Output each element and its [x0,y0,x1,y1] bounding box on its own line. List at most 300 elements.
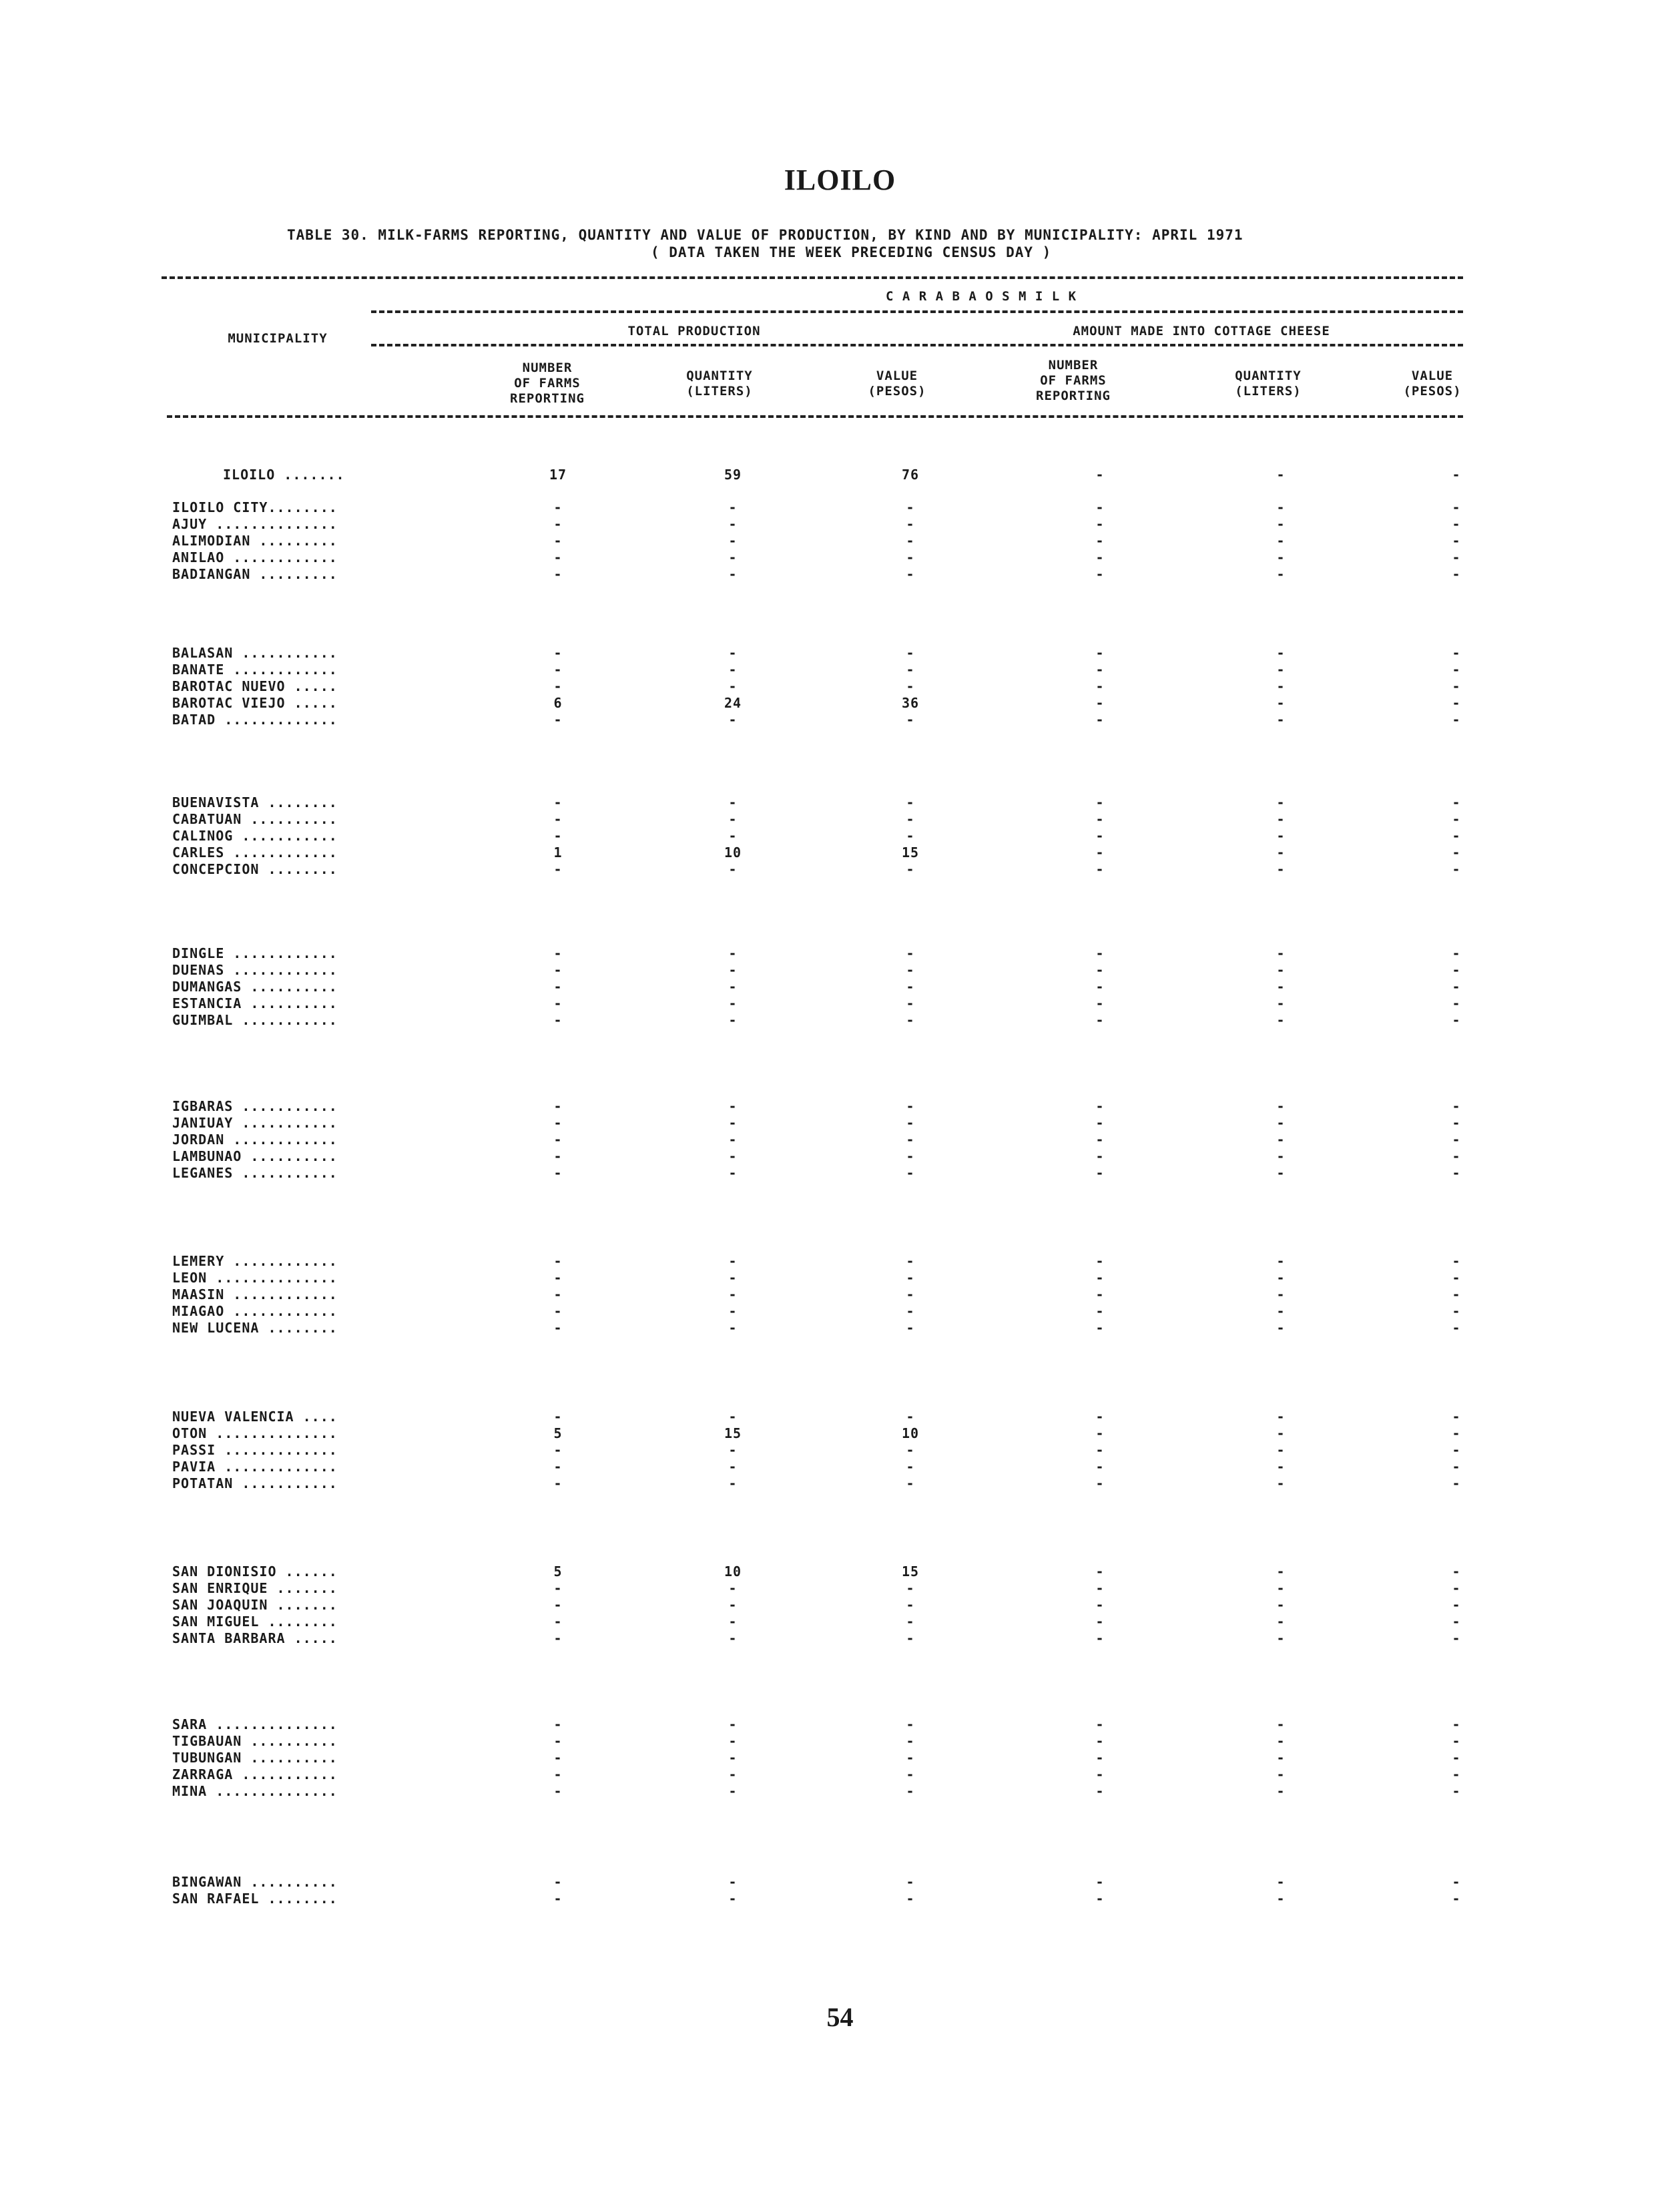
cheese-value-cell: - [1452,1165,1461,1181]
cheese-quantity-cell: - [1276,1874,1286,1890]
quantity-cell: - [728,1614,738,1630]
total-row [0,467,1680,483]
cheese-farms-cell: - [1095,1766,1105,1782]
cheese-value-cell: - [1452,1148,1461,1164]
table-row [0,1115,1680,1132]
table-row [0,1750,1680,1766]
farms-cell: - [553,1148,563,1164]
value-cell: 15 [901,844,920,861]
cheese-quantity-cell: - [1276,566,1286,582]
farms-cell: 1 [553,844,563,861]
cheese-farms-cell: - [1095,1115,1105,1131]
value-cell: - [906,1766,915,1782]
value-cell: - [906,861,915,877]
farms-cell: - [553,1286,563,1302]
farms-cell: - [553,549,563,565]
farms-cell: - [553,1891,563,1907]
quantity-cell: - [728,499,738,515]
cheese-value-cell: - [1452,1320,1461,1336]
quantity-cell: - [728,1165,738,1181]
farms-cell: - [553,1098,563,1114]
table-row [0,549,1680,566]
cheese-farms-cell: - [1095,678,1105,694]
cheese-quantity-cell: - [1276,467,1286,483]
quantity-cell: - [728,945,738,961]
table-caption: TABLE 30. MILK-FARMS REPORTING, QUANTITY AND VALUE OF PRODUCTION, BY KIND AND BY MUNICIPALITY: APRIL 1971 [287,227,1243,243]
cheese-quantity-cell: - [1276,1253,1286,1269]
row-name: POTATAN ........... [172,1475,338,1491]
cheese-farms-cell: - [1095,1148,1105,1164]
value-cell: - [906,995,915,1011]
table-row [0,1253,1680,1270]
value-cell: - [906,1012,915,1028]
value-cell: - [906,1580,915,1596]
quantity-cell: 10 [724,844,742,861]
farms-cell: - [553,1750,563,1766]
cheese-quantity-cell: - [1276,1303,1286,1319]
farms-cell: - [553,861,563,877]
value-cell: - [906,1614,915,1630]
quantity-cell: - [728,662,738,678]
row-name: MINA .............. [172,1783,338,1799]
quantity-cell: - [728,1409,738,1425]
quantity-cell: - [728,1716,738,1732]
row-name: JORDAN ............ [172,1132,338,1148]
cheese-value-cell: - [1452,1716,1461,1732]
quantity-cell: - [728,794,738,810]
cheese-value-cell: - [1452,1253,1461,1269]
cheese-farms-cell: - [1095,1750,1105,1766]
value-cell: - [906,1750,915,1766]
quantity-cell: - [728,1459,738,1475]
value-cell: - [906,794,915,810]
quantity-cell: - [728,1783,738,1799]
row-name: BUENAVISTA ........ [172,794,338,810]
table-row [0,794,1680,811]
cheese-farms-cell: - [1095,1630,1105,1646]
cheese-farms-cell: - [1095,467,1105,483]
cheese-value-cell: - [1452,645,1461,661]
value-cell: - [906,1098,915,1114]
quantity-cell: - [728,1098,738,1114]
table-row [0,979,1680,995]
farms-cell: - [553,1253,563,1269]
cheese-farms-cell: - [1095,1563,1105,1579]
cheese-value-cell: - [1452,861,1461,877]
cheese-value-cell: - [1452,794,1461,810]
cheese-farms-cell: - [1095,645,1105,661]
header-rule-group [371,344,1463,346]
cheese-value-cell: - [1452,844,1461,861]
row-name: SAN MIGUEL ........ [172,1614,338,1630]
cheese-quantity-cell: - [1276,1475,1286,1491]
farms-cell: - [553,1165,563,1181]
farms-cell: - [553,516,563,532]
row-name: SAN RAFAEL ........ [172,1891,338,1907]
cheese-value-cell: - [1452,995,1461,1011]
farms-cell: - [553,1580,563,1596]
value-cell: - [906,499,915,515]
value-cell: - [906,1891,915,1907]
farms-cell: 5 [553,1563,563,1579]
quantity-cell: - [728,1253,738,1269]
table-row [0,1165,1680,1182]
cheese-farms-cell: - [1095,962,1105,978]
table-row [0,662,1680,678]
farms-cell: - [553,1270,563,1286]
row-name: ANILAO ............ [172,549,338,565]
table-row [0,1733,1680,1750]
row-name: CALINOG ........... [172,828,338,844]
cheese-value-cell: - [1452,811,1461,827]
value-cell: - [906,662,915,678]
cheese-quantity-cell: - [1276,1891,1286,1907]
quantity-cell: - [728,712,738,728]
value-cell: - [906,1733,915,1749]
table-row [0,1597,1680,1614]
value-cell: - [906,1409,915,1425]
row-name: LEON .............. [172,1270,338,1286]
quantity-cell: - [728,1442,738,1458]
farms-cell: - [553,1132,563,1148]
cheese-quantity-cell: - [1276,945,1286,961]
quantity-cell: 24 [724,695,742,711]
table-row [0,1630,1680,1647]
table-row [0,1286,1680,1303]
cheese-quantity-cell: - [1276,516,1286,532]
cheese-value-cell: - [1452,499,1461,515]
quantity-cell: - [728,1891,738,1907]
quantity-cell: - [728,1750,738,1766]
farms-cell: 17 [549,467,567,483]
cheese-value-header: VALUE (PESOS) [1403,369,1462,399]
value-cell: 76 [901,467,920,483]
quantity-cell: - [728,962,738,978]
cheese-value-cell: - [1452,1442,1461,1458]
cheese-farms-cell: - [1095,1098,1105,1114]
row-name: DINGLE ............ [172,945,338,961]
table-row [0,828,1680,844]
cheese-value-cell: - [1452,1750,1461,1766]
value-cell: - [906,1783,915,1799]
quantity-cell: - [728,1132,738,1148]
table-row [0,1132,1680,1148]
table-row [0,811,1680,828]
row-name: BANATE ............ [172,662,338,678]
table-row [0,1580,1680,1597]
table-row [0,1716,1680,1733]
table-row [0,1614,1680,1630]
cheese-value-cell: - [1452,1409,1461,1425]
row-name: LEGANES ........... [172,1165,338,1181]
cheese-farms-cell: - [1095,1733,1105,1749]
row-name: PAVIA ............. [172,1459,338,1475]
table-row [0,499,1680,516]
quantity-cell: - [728,1148,738,1164]
farms-cell: - [553,1320,563,1336]
cheese-quantity-header: QUANTITY (LITERS) [1235,369,1302,399]
cheese-farms-cell: - [1095,945,1105,961]
farms-cell: - [553,794,563,810]
row-name: AJUY .............. [172,516,338,532]
cheese-farms-cell: - [1095,1425,1105,1441]
quantity-cell: - [728,533,738,549]
cheese-value-cell: - [1452,1475,1461,1491]
cheese-value-cell: - [1452,1286,1461,1302]
quantity-cell: - [728,1580,738,1596]
farms-cell: - [553,1115,563,1131]
value-cell: - [906,1630,915,1646]
row-name: SAN JOAQUIN ....... [172,1597,338,1613]
table-row [0,1425,1680,1442]
cheese-farms-cell: - [1095,979,1105,995]
cheese-quantity-cell: - [1276,1563,1286,1579]
value-cell: - [906,1132,915,1148]
row-name: ILOILO CITY........ [172,499,338,515]
table-row [0,1475,1680,1492]
table-row [0,645,1680,662]
cheese-quantity-cell: - [1276,828,1286,844]
cheese-quantity-cell: - [1276,1766,1286,1782]
farms-cell: 6 [553,695,563,711]
quantity-cell: - [728,1874,738,1890]
cheese-farms-cell: - [1095,1716,1105,1732]
row-name: SAN ENRIQUE ....... [172,1580,338,1596]
cheese-quantity-cell: - [1276,1614,1286,1630]
cheese-farms-cell: - [1095,1286,1105,1302]
value-cell: - [906,1115,915,1131]
cheese-quantity-cell: - [1276,678,1286,694]
table-row [0,1270,1680,1286]
cheese-value-cell: - [1452,549,1461,565]
farms-cell: - [553,811,563,827]
value-cell: - [906,1148,915,1164]
cheese-value-cell: - [1452,1766,1461,1782]
quantity-cell: - [728,811,738,827]
row-name: MAASIN ............ [172,1286,338,1302]
table-row [0,1442,1680,1459]
value-cell: - [906,1303,915,1319]
row-name: SARA .............. [172,1716,338,1732]
farms-cell: - [553,678,563,694]
cheese-quantity-cell: - [1276,1783,1286,1799]
table-row [0,1891,1680,1907]
farms-cell: - [553,995,563,1011]
cheese-quantity-cell: - [1276,995,1286,1011]
cheese-quantity-cell: - [1276,861,1286,877]
row-name: CONCEPCION ........ [172,861,338,877]
row-name: LAMBUNAO .......... [172,1148,338,1164]
row-name: MIAGAO ............ [172,1303,338,1319]
farms-cell: - [553,1614,563,1630]
cheese-value-cell: - [1452,1459,1461,1475]
header-rule-top [162,276,1463,279]
cheese-farms-cell: - [1095,1874,1105,1890]
cheese-farms-cell: - [1095,1442,1105,1458]
cheese-farms-cell: - [1095,1165,1105,1181]
row-name: NUEVA VALENCIA .... [172,1409,338,1425]
farms-cell: 5 [553,1425,563,1441]
cheese-value-cell: - [1452,1012,1461,1028]
table-row [0,861,1680,878]
row-name: TIGBAUAN .......... [172,1733,338,1749]
cheese-quantity-cell: - [1276,1597,1286,1613]
value-cell: - [906,1270,915,1286]
quantity-header: QUANTITY (LITERS) [686,369,753,399]
cheese-quantity-cell: - [1276,1115,1286,1131]
table-row [0,1148,1680,1165]
row-name: PASSI ............. [172,1442,338,1458]
cheese-farms-cell: - [1095,1132,1105,1148]
cheese-value-cell: - [1452,1303,1461,1319]
farms-cell: - [553,1783,563,1799]
farms-cell: - [553,945,563,961]
cheese-value-cell: - [1452,662,1461,678]
table-row [0,712,1680,728]
cheese-farms-cell: - [1095,811,1105,827]
quantity-cell: - [728,1766,738,1782]
row-name: IGBARAS ........... [172,1098,338,1114]
cheese-farms-cell: - [1095,995,1105,1011]
cheese-value-cell: - [1452,1874,1461,1890]
table-row [0,1098,1680,1115]
table-caption-note: ( DATA TAKEN THE WEEK PRECEDING CENSUS DAY ) [651,244,1052,260]
row-name: BAROTAC NUEVO ..... [172,678,338,694]
cheese-value-cell: - [1452,712,1461,728]
cheese-farms-cell: - [1095,516,1105,532]
quantity-cell: - [728,1286,738,1302]
cheese-quantity-cell: - [1276,844,1286,861]
farms-cell: - [553,979,563,995]
cheese-farms-cell: - [1095,1012,1105,1028]
row-name: SAN DIONISIO ...... [172,1563,338,1579]
cheese-value-cell: - [1452,1132,1461,1148]
farms-cell: - [553,1733,563,1749]
row-name: ALIMODIAN ......... [172,533,338,549]
value-cell: - [906,549,915,565]
table-row [0,678,1680,695]
cheese-quantity-cell: - [1276,1750,1286,1766]
cheese-quantity-cell: - [1276,533,1286,549]
cheese-farms-cell: - [1095,1270,1105,1286]
value-cell: 10 [901,1425,920,1441]
cheese-farms-cell: - [1095,1320,1105,1336]
cheese-value-cell: - [1452,1891,1461,1907]
cheese-quantity-cell: - [1276,1425,1286,1441]
farms-cell: - [553,712,563,728]
quantity-cell: 59 [724,467,742,483]
value-cell: - [906,712,915,728]
cheese-value-cell: - [1452,516,1461,532]
value-cell: - [906,1286,915,1302]
table-row [0,995,1680,1012]
cheese-farms-cell: - [1095,1303,1105,1319]
quantity-cell: - [728,979,738,995]
row-name: BINGAWAN .......... [172,1874,338,1890]
value-cell: - [906,828,915,844]
farms-cell: - [553,662,563,678]
quantity-cell: - [728,678,738,694]
cheese-farms-cell: - [1095,549,1105,565]
cheese-farms-header: NUMBER OF FARMS REPORTING [1036,358,1111,403]
cheese-value-cell: - [1452,828,1461,844]
value-cell: - [906,1253,915,1269]
farms-cell: - [553,1475,563,1491]
row-name: BADIANGAN ......... [172,566,338,582]
cheese-farms-cell: - [1095,1891,1105,1907]
cheese-quantity-cell: - [1276,1270,1286,1286]
value-cell: - [906,962,915,978]
value-cell: - [906,678,915,694]
table-row [0,533,1680,549]
quantity-cell: - [728,1270,738,1286]
table-row [0,1459,1680,1475]
cheese-quantity-cell: - [1276,1442,1286,1458]
value-cell: 36 [901,695,920,711]
cheese-value-cell: - [1452,1630,1461,1646]
cheese-quantity-cell: - [1276,1459,1286,1475]
quantity-cell: - [728,566,738,582]
quantity-cell: - [728,1320,738,1336]
quantity-cell: - [728,645,738,661]
table-row [0,1409,1680,1425]
table-row [0,1012,1680,1029]
table-row [0,962,1680,979]
cheese-quantity-cell: - [1276,1733,1286,1749]
row-name: OTON .............. [172,1425,338,1441]
cheese-farms-cell: - [1095,1253,1105,1269]
value-cell: - [906,1716,915,1732]
row-name: LEMERY ............ [172,1253,338,1269]
row-name: ILOILO ....... [223,467,345,483]
value-cell: - [906,1165,915,1181]
cheese-quantity-cell: - [1276,794,1286,810]
municipality-header: MUNICIPALITY [228,331,328,346]
farms-cell: - [553,1442,563,1458]
cheese-farms-cell: - [1095,861,1105,877]
total-production-header: TOTAL PRODUCTION [627,324,761,338]
cheese-value-cell: - [1452,695,1461,711]
quantity-cell: - [728,995,738,1011]
cheese-farms-cell: - [1095,1580,1105,1596]
farms-cell: - [553,1459,563,1475]
quantity-cell: - [728,1303,738,1319]
cheese-value-cell: - [1452,533,1461,549]
farms-cell: - [553,1409,563,1425]
cheese-farms-cell: - [1095,1597,1105,1613]
table-row [0,1303,1680,1320]
row-name: BALASAN ........... [172,645,338,661]
page-number: 54 [826,2002,854,2032]
row-name: TUBUNGAN .......... [172,1750,338,1766]
cheese-value-cell: - [1452,1563,1461,1579]
kind-header: C A R A B A O S M I L K [885,289,1077,304]
farms-cell: - [553,828,563,844]
cheese-quantity-cell: - [1276,549,1286,565]
cheese-quantity-cell: - [1276,499,1286,515]
cheese-quantity-cell: - [1276,712,1286,728]
row-name: SANTA BARBARA ..... [172,1630,338,1646]
cheese-value-cell: - [1452,1783,1461,1799]
cheese-quantity-cell: - [1276,1630,1286,1646]
row-name: DUMANGAS .......... [172,979,338,995]
farms-cell: - [553,1874,563,1890]
cheese-quantity-cell: - [1276,811,1286,827]
cheese-value-cell: - [1452,1425,1461,1441]
value-cell: - [906,811,915,827]
cheese-quantity-cell: - [1276,1165,1286,1181]
row-name: CABATUAN .......... [172,811,338,827]
